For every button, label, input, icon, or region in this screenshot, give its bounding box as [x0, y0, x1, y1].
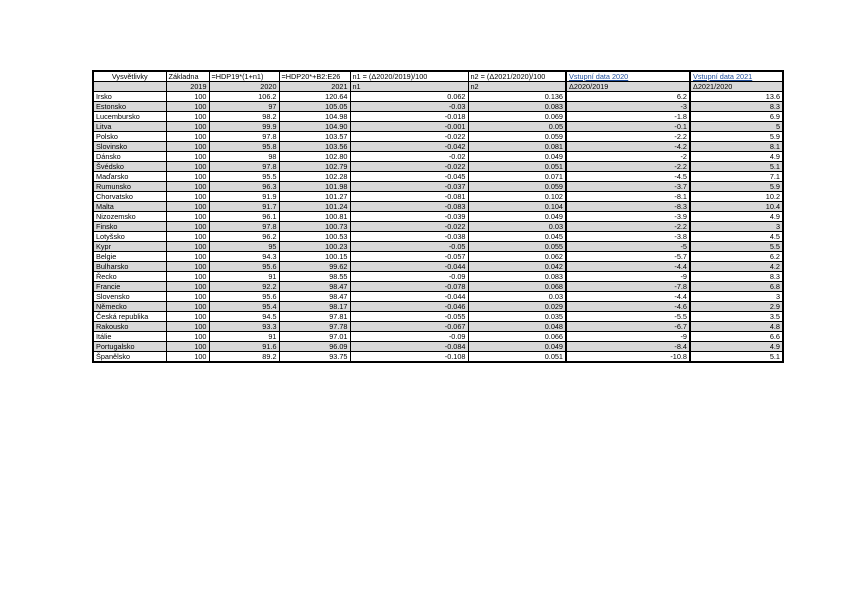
value-cell-delta-2021: 5.1 — [690, 352, 783, 363]
value-cell-base-2019: 100 — [166, 262, 209, 272]
value-cell-base-2019: 100 — [166, 112, 209, 122]
subheader-cell-delta-2020: Δ2020/2019 — [566, 82, 690, 92]
table-row — [93, 292, 783, 302]
value-cell-n2: 0.104 — [468, 202, 566, 212]
value-cell-delta-2020: -1.8 — [566, 112, 690, 122]
value-cell-gdp-2021: 97.78 — [279, 322, 350, 332]
value-cell-n1: -0.042 — [350, 142, 468, 152]
country-name-cell: Lucembursko — [93, 112, 166, 122]
value-cell-base-2019: 100 — [166, 162, 209, 172]
country-name-cell: Nizozemsko — [93, 212, 166, 222]
value-cell-n2: 0.083 — [468, 102, 566, 112]
value-cell-delta-2020: -4.4 — [566, 292, 690, 302]
value-cell-base-2019: 100 — [166, 192, 209, 202]
header-cell-label: Vysvětlivky — [93, 71, 166, 82]
value-cell-n1: -0.081 — [350, 192, 468, 202]
table-row — [93, 232, 783, 242]
value-cell-n2: 0.083 — [468, 272, 566, 282]
table-row — [93, 282, 783, 292]
value-cell-n1: -0.02 — [350, 152, 468, 162]
value-cell-delta-2021: 4.5 — [690, 232, 783, 242]
header-row-formulas — [93, 71, 783, 82]
value-cell-n2: 0.136 — [468, 92, 566, 102]
header-cell-gdp-2021: =HDP20*+B2:E26 — [279, 71, 350, 82]
value-cell-gdp-2020: 95.8 — [209, 142, 279, 152]
subheader-cell-n2: n2 — [468, 82, 566, 92]
country-name-cell: Itálie — [93, 332, 166, 342]
value-cell-gdp-2021: 103.56 — [279, 142, 350, 152]
value-cell-gdp-2020: 91 — [209, 332, 279, 342]
value-cell-gdp-2021: 120.64 — [279, 92, 350, 102]
value-cell-gdp-2020: 89.2 — [209, 352, 279, 363]
value-cell-base-2019: 100 — [166, 282, 209, 292]
header-cell-n1: n1 = (Δ2020/2019)/100 — [350, 71, 468, 82]
value-cell-n2: 0.045 — [468, 232, 566, 242]
country-name-cell: Dánsko — [93, 152, 166, 162]
value-cell-gdp-2020: 95.4 — [209, 302, 279, 312]
header-cell-delta-2020[interactable]: Vstupní data 2020 — [566, 71, 690, 82]
value-cell-n2: 0.102 — [468, 192, 566, 202]
value-cell-delta-2020: -5.7 — [566, 252, 690, 262]
value-cell-delta-2021: 3 — [690, 292, 783, 302]
value-cell-n2: 0.059 — [468, 182, 566, 192]
value-cell-delta-2021: 8.1 — [690, 142, 783, 152]
country-name-cell: Slovinsko — [93, 142, 166, 152]
table-row — [93, 112, 783, 122]
country-name-cell: Česká republika — [93, 312, 166, 322]
value-cell-delta-2020: -2.2 — [566, 222, 690, 232]
value-cell-delta-2020: -8.3 — [566, 202, 690, 212]
value-cell-gdp-2020: 95.6 — [209, 262, 279, 272]
value-cell-n1: -0.09 — [350, 332, 468, 342]
value-cell-base-2019: 100 — [166, 202, 209, 212]
value-cell-gdp-2021: 101.24 — [279, 202, 350, 212]
value-cell-gdp-2020: 96.3 — [209, 182, 279, 192]
value-cell-gdp-2021: 96.09 — [279, 342, 350, 352]
value-cell-delta-2020: -8.4 — [566, 342, 690, 352]
value-cell-n1: -0.05 — [350, 242, 468, 252]
value-cell-n1: -0.044 — [350, 292, 468, 302]
value-cell-delta-2021: 4.9 — [690, 212, 783, 222]
value-cell-gdp-2021: 104.98 — [279, 112, 350, 122]
value-cell-gdp-2020: 94.3 — [209, 252, 279, 262]
table-row — [93, 162, 783, 172]
value-cell-gdp-2021: 100.23 — [279, 242, 350, 252]
value-cell-delta-2021: 5 — [690, 122, 783, 132]
value-cell-delta-2020: -7.8 — [566, 282, 690, 292]
value-cell-n1: -0.044 — [350, 262, 468, 272]
value-cell-gdp-2020: 91.6 — [209, 342, 279, 352]
gdp-spreadsheet-table — [92, 70, 784, 363]
table-row — [93, 312, 783, 322]
value-cell-delta-2020: -0.1 — [566, 122, 690, 132]
value-cell-gdp-2020: 91.9 — [209, 192, 279, 202]
value-cell-n1: -0.045 — [350, 172, 468, 182]
value-cell-delta-2020: -9 — [566, 332, 690, 342]
value-cell-n1: -0.067 — [350, 322, 468, 332]
value-cell-delta-2021: 3 — [690, 222, 783, 232]
table-row — [93, 102, 783, 112]
value-cell-delta-2021: 5.9 — [690, 132, 783, 142]
value-cell-gdp-2020: 93.3 — [209, 322, 279, 332]
value-cell-n1: -0.057 — [350, 252, 468, 262]
value-cell-gdp-2021: 97.01 — [279, 332, 350, 342]
value-cell-delta-2021: 6.2 — [690, 252, 783, 262]
value-cell-n2: 0.05 — [468, 122, 566, 132]
table-row — [93, 302, 783, 312]
value-cell-gdp-2020: 96.1 — [209, 212, 279, 222]
country-name-cell: Rumunsko — [93, 182, 166, 192]
value-cell-gdp-2021: 101.27 — [279, 192, 350, 202]
value-cell-n1: -0.055 — [350, 312, 468, 322]
value-cell-n2: 0.081 — [468, 142, 566, 152]
value-cell-n1: -0.046 — [350, 302, 468, 312]
value-cell-n2: 0.042 — [468, 262, 566, 272]
table-row — [93, 202, 783, 212]
value-cell-delta-2020: -3.7 — [566, 182, 690, 192]
value-cell-n1: -0.083 — [350, 202, 468, 212]
value-cell-delta-2020: -6.7 — [566, 322, 690, 332]
value-cell-gdp-2021: 98.55 — [279, 272, 350, 282]
value-cell-delta-2021: 8.3 — [690, 102, 783, 112]
value-cell-n1: -0.022 — [350, 222, 468, 232]
value-cell-delta-2020: -3 — [566, 102, 690, 112]
value-cell-delta-2021: 6.6 — [690, 332, 783, 342]
value-cell-gdp-2021: 103.57 — [279, 132, 350, 142]
value-cell-n1: -0.108 — [350, 352, 468, 363]
value-cell-gdp-2021: 101.98 — [279, 182, 350, 192]
value-cell-delta-2020: -4.6 — [566, 302, 690, 312]
value-cell-delta-2020: -4.2 — [566, 142, 690, 152]
value-cell-delta-2021: 10.2 — [690, 192, 783, 202]
value-cell-base-2019: 100 — [166, 322, 209, 332]
value-cell-n2: 0.059 — [468, 132, 566, 142]
value-cell-gdp-2021: 97.81 — [279, 312, 350, 322]
country-name-cell: Chorvatsko — [93, 192, 166, 202]
value-cell-n2: 0.055 — [468, 242, 566, 252]
table-row — [93, 122, 783, 132]
country-name-cell: Švédsko — [93, 162, 166, 172]
value-cell-gdp-2020: 98 — [209, 152, 279, 162]
country-name-cell: Rakousko — [93, 322, 166, 332]
value-cell-n2: 0.035 — [468, 312, 566, 322]
value-cell-gdp-2021: 105.05 — [279, 102, 350, 112]
value-cell-delta-2020: -2 — [566, 152, 690, 162]
value-cell-gdp-2021: 98.47 — [279, 282, 350, 292]
table-row — [93, 262, 783, 272]
value-cell-gdp-2020: 91 — [209, 272, 279, 282]
value-cell-base-2019: 100 — [166, 302, 209, 312]
header-cell-n2: n2 = (Δ2021/2020)/100 — [468, 71, 566, 82]
value-cell-delta-2021: 10.4 — [690, 202, 783, 212]
value-cell-delta-2021: 7.1 — [690, 172, 783, 182]
value-cell-n1: -0.039 — [350, 212, 468, 222]
country-name-cell: Bulharsko — [93, 262, 166, 272]
value-cell-gdp-2020: 98.2 — [209, 112, 279, 122]
table-row — [93, 242, 783, 252]
table-row — [93, 132, 783, 142]
value-cell-gdp-2020: 92.2 — [209, 282, 279, 292]
value-cell-gdp-2020: 95.5 — [209, 172, 279, 182]
value-cell-n2: 0.051 — [468, 162, 566, 172]
value-cell-base-2019: 100 — [166, 172, 209, 182]
value-cell-n2: 0.069 — [468, 112, 566, 122]
value-cell-delta-2021: 5.9 — [690, 182, 783, 192]
value-cell-delta-2020: -10.8 — [566, 352, 690, 363]
country-name-cell: Irsko — [93, 92, 166, 102]
value-cell-delta-2021: 4.2 — [690, 262, 783, 272]
value-cell-n1: -0.022 — [350, 132, 468, 142]
value-cell-delta-2020: -5 — [566, 242, 690, 252]
value-cell-gdp-2021: 100.73 — [279, 222, 350, 232]
value-cell-delta-2021: 5.5 — [690, 242, 783, 252]
country-name-cell: Malta — [93, 202, 166, 212]
value-cell-gdp-2020: 97.8 — [209, 162, 279, 172]
value-cell-gdp-2021: 93.75 — [279, 352, 350, 363]
value-cell-base-2019: 100 — [166, 152, 209, 162]
table-row — [93, 192, 783, 202]
table-row — [93, 182, 783, 192]
table-row — [93, 222, 783, 232]
table-row — [93, 172, 783, 182]
value-cell-base-2019: 100 — [166, 332, 209, 342]
country-name-cell: Slovensko — [93, 292, 166, 302]
value-cell-delta-2020: -3.9 — [566, 212, 690, 222]
value-cell-n1: -0.001 — [350, 122, 468, 132]
value-cell-n1: -0.03 — [350, 102, 468, 112]
value-cell-gdp-2020: 96.2 — [209, 232, 279, 242]
header-cell-delta-2021[interactable]: Vstupní data 2021 — [690, 71, 783, 82]
value-cell-delta-2021: 13.6 — [690, 92, 783, 102]
value-cell-n2: 0.068 — [468, 282, 566, 292]
value-cell-delta-2021: 8.3 — [690, 272, 783, 282]
value-cell-n1: -0.018 — [350, 112, 468, 122]
country-name-cell: Německo — [93, 302, 166, 312]
value-cell-delta-2020: -3.8 — [566, 232, 690, 242]
value-cell-base-2019: 100 — [166, 272, 209, 282]
value-cell-gdp-2021: 102.79 — [279, 162, 350, 172]
value-cell-delta-2020: -4.5 — [566, 172, 690, 182]
value-cell-base-2019: 100 — [166, 142, 209, 152]
value-cell-base-2019: 100 — [166, 92, 209, 102]
value-cell-n2: 0.071 — [468, 172, 566, 182]
value-cell-delta-2021: 3.5 — [690, 312, 783, 322]
value-cell-gdp-2020: 106.2 — [209, 92, 279, 102]
value-cell-delta-2020: -2.2 — [566, 162, 690, 172]
value-cell-n1: -0.022 — [350, 162, 468, 172]
country-name-cell: Polsko — [93, 132, 166, 142]
country-name-cell: Francie — [93, 282, 166, 292]
value-cell-n2: 0.049 — [468, 212, 566, 222]
value-cell-n2: 0.062 — [468, 252, 566, 262]
value-cell-delta-2020: 6.2 — [566, 92, 690, 102]
value-cell-n1: 0.062 — [350, 92, 468, 102]
value-cell-gdp-2020: 97 — [209, 102, 279, 112]
value-cell-gdp-2020: 97.8 — [209, 132, 279, 142]
subheader-cell-n1: n1 — [350, 82, 468, 92]
value-cell-base-2019: 100 — [166, 122, 209, 132]
value-cell-n2: 0.029 — [468, 302, 566, 312]
subheader-cell-label — [93, 82, 166, 92]
value-cell-base-2019: 100 — [166, 242, 209, 252]
value-cell-gdp-2020: 95 — [209, 242, 279, 252]
table-row — [93, 92, 783, 102]
value-cell-delta-2020: -4.4 — [566, 262, 690, 272]
table-row — [93, 252, 783, 262]
header-cell-gdp-2020: =HDP19*(1+n1) — [209, 71, 279, 82]
value-cell-delta-2021: 5.1 — [690, 162, 783, 172]
value-cell-base-2019: 100 — [166, 132, 209, 142]
value-cell-delta-2021: 6.9 — [690, 112, 783, 122]
value-cell-delta-2020: -8.1 — [566, 192, 690, 202]
value-cell-n2: 0.049 — [468, 152, 566, 162]
header-row-years — [93, 82, 783, 92]
value-cell-n1: -0.038 — [350, 232, 468, 242]
value-cell-delta-2021: 2.9 — [690, 302, 783, 312]
value-cell-n2: 0.03 — [468, 222, 566, 232]
value-cell-gdp-2020: 91.7 — [209, 202, 279, 212]
value-cell-gdp-2020: 95.6 — [209, 292, 279, 302]
value-cell-n1: -0.078 — [350, 282, 468, 292]
country-name-cell: Estonsko — [93, 102, 166, 112]
country-name-cell: Portugalsko — [93, 342, 166, 352]
value-cell-gdp-2020: 97.8 — [209, 222, 279, 232]
value-cell-gdp-2021: 98.47 — [279, 292, 350, 302]
value-cell-gdp-2021: 98.17 — [279, 302, 350, 312]
table-row — [93, 212, 783, 222]
value-cell-n2: 0.049 — [468, 342, 566, 352]
value-cell-delta-2021: 4.8 — [690, 322, 783, 332]
value-cell-base-2019: 100 — [166, 222, 209, 232]
table-row — [93, 142, 783, 152]
value-cell-gdp-2021: 100.15 — [279, 252, 350, 262]
value-cell-base-2019: 100 — [166, 252, 209, 262]
value-cell-base-2019: 100 — [166, 102, 209, 112]
value-cell-delta-2020: -9 — [566, 272, 690, 282]
value-cell-n2: 0.051 — [468, 352, 566, 363]
country-name-cell: Belgie — [93, 252, 166, 262]
value-cell-n1: -0.084 — [350, 342, 468, 352]
table-row — [93, 352, 783, 363]
subheader-cell-base-2019: 2019 — [166, 82, 209, 92]
value-cell-n1: -0.09 — [350, 272, 468, 282]
value-cell-base-2019: 100 — [166, 312, 209, 322]
value-cell-delta-2021: 6.8 — [690, 282, 783, 292]
value-cell-base-2019: 100 — [166, 212, 209, 222]
value-cell-base-2019: 100 — [166, 352, 209, 363]
value-cell-gdp-2021: 102.80 — [279, 152, 350, 162]
country-name-cell: Kypr — [93, 242, 166, 252]
value-cell-gdp-2020: 99.9 — [209, 122, 279, 132]
table-row — [93, 272, 783, 282]
value-cell-gdp-2021: 100.53 — [279, 232, 350, 242]
table-row — [93, 152, 783, 162]
subheader-cell-gdp-2021: 2021 — [279, 82, 350, 92]
subheader-cell-gdp-2020: 2020 — [209, 82, 279, 92]
value-cell-base-2019: 100 — [166, 182, 209, 192]
value-cell-base-2019: 100 — [166, 292, 209, 302]
value-cell-base-2019: 100 — [166, 232, 209, 242]
value-cell-n2: 0.048 — [468, 322, 566, 332]
table-row — [93, 322, 783, 332]
table-row — [93, 342, 783, 352]
value-cell-gdp-2020: 94.5 — [209, 312, 279, 322]
country-name-cell: Španělsko — [93, 352, 166, 363]
value-cell-gdp-2021: 100.81 — [279, 212, 350, 222]
value-cell-delta-2020: -5.5 — [566, 312, 690, 322]
value-cell-n1: -0.037 — [350, 182, 468, 192]
value-cell-base-2019: 100 — [166, 342, 209, 352]
value-cell-delta-2020: -2.2 — [566, 132, 690, 142]
value-cell-n2: 0.066 — [468, 332, 566, 342]
value-cell-gdp-2021: 99.62 — [279, 262, 350, 272]
value-cell-gdp-2021: 104.90 — [279, 122, 350, 132]
country-name-cell: Finsko — [93, 222, 166, 232]
table-row — [93, 332, 783, 342]
country-name-cell: Řecko — [93, 272, 166, 282]
country-name-cell: Litva — [93, 122, 166, 132]
country-name-cell: Maďarsko — [93, 172, 166, 182]
value-cell-delta-2021: 4.9 — [690, 342, 783, 352]
value-cell-delta-2021: 4.9 — [690, 152, 783, 162]
value-cell-gdp-2021: 102.28 — [279, 172, 350, 182]
subheader-cell-delta-2021: Δ2021/2020 — [690, 82, 783, 92]
header-cell-base-2019: Základna — [166, 71, 209, 82]
value-cell-n2: 0.03 — [468, 292, 566, 302]
country-name-cell: Lotyšsko — [93, 232, 166, 242]
